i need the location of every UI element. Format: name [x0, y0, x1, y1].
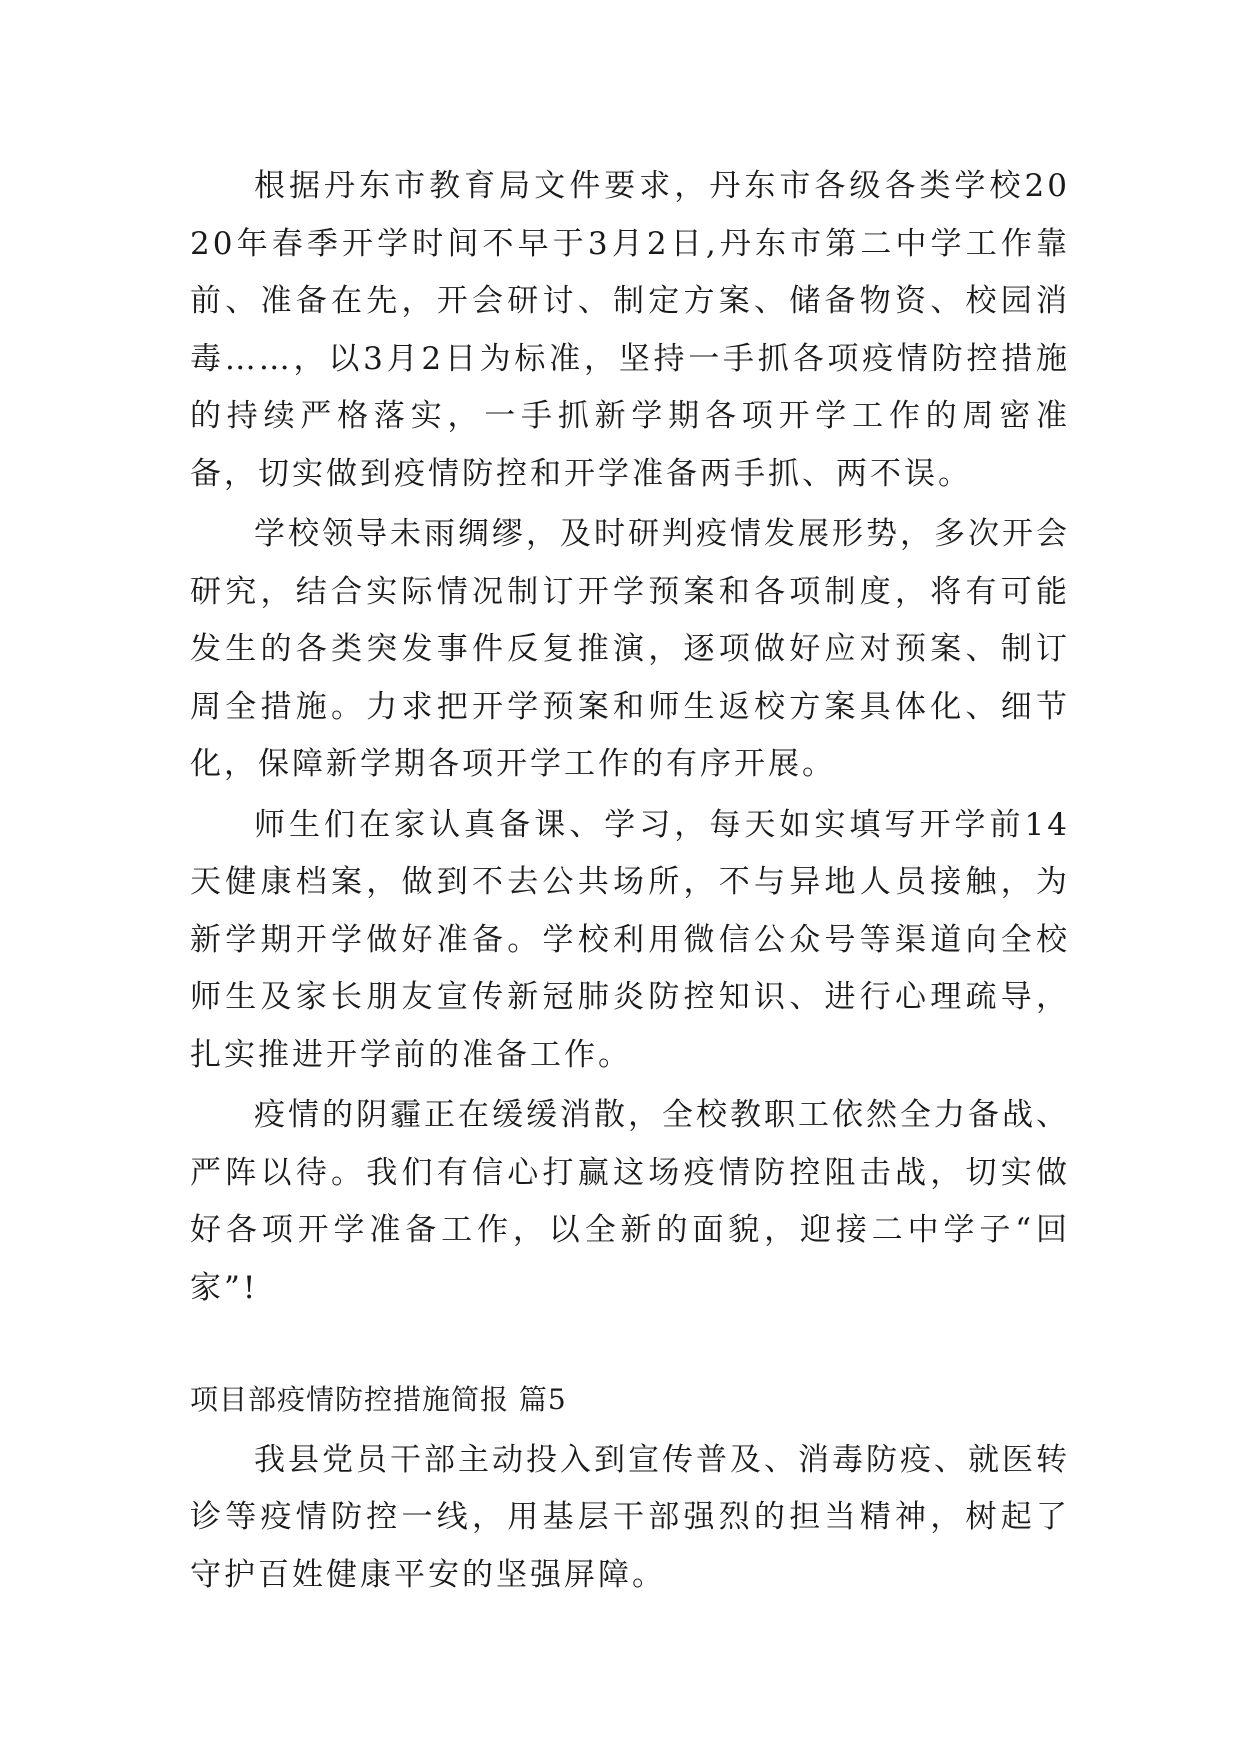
- document-body: [190, 158, 1070, 1607]
- paragraph: 疫情的阴霾正在缓缓消散，全校教职工依然全力备战、严阵以待。我们有信心打赢这场疫情防控阻击战，切实做好各项开学准备工作，以全新的面貌，迎接二中学子“回家”!: [190, 1097, 1070, 1306]
- paragraph: 师生们在家认真备课、学习，每天如实填写开学前14天健康档案，做到不去公共场所，不与异地人员接触，为新学期开学做好准备。学校利用微信公众号等渠道向全校师生及家长朋友宣传新冠肺炎防控知识、进行心理疏导，扎实推进开学前的准备工作。: [190, 806, 1070, 1073]
- section-heading: 项目部疫情防控措施简报 篇5: [190, 1383, 567, 1416]
- paragraph: 学校领导未雨绸缪，及时研判疫情发展形势，多次开会研究，结合实际情况制订开学预案和各项制度，将有可能发生的各类突发事件反复推演，逐项做好应对预案、制订周全措施。力求把开学预案和师生返校方案具体化、细节化，保障新学期各项开学工作的有序开展。: [190, 516, 1070, 782]
- paragraph: 根据丹东市教育局文件要求，丹东市各级各类学校2020年春季开学时间不早于3月2日,丹东市第二中学工作靠前、准备在先，开会研讨、制定方案、储备物资、校园消毒……，以3月2日为标准，坚持一手抓各项疫情防控措施的持续严格落实，一手抓新学期各项开学工作的周密准备，切实做到疫情防控和开学准备两手抓、两不误。: [190, 168, 1070, 492]
- paragraph: 我县党员干部主动投入到宣传普及、消毒防疫、就医转诊等疫情防控一线，用基层干部强烈的担当精神，树起了守护百姓健康平安的坚强屏障。: [190, 1441, 1070, 1593]
